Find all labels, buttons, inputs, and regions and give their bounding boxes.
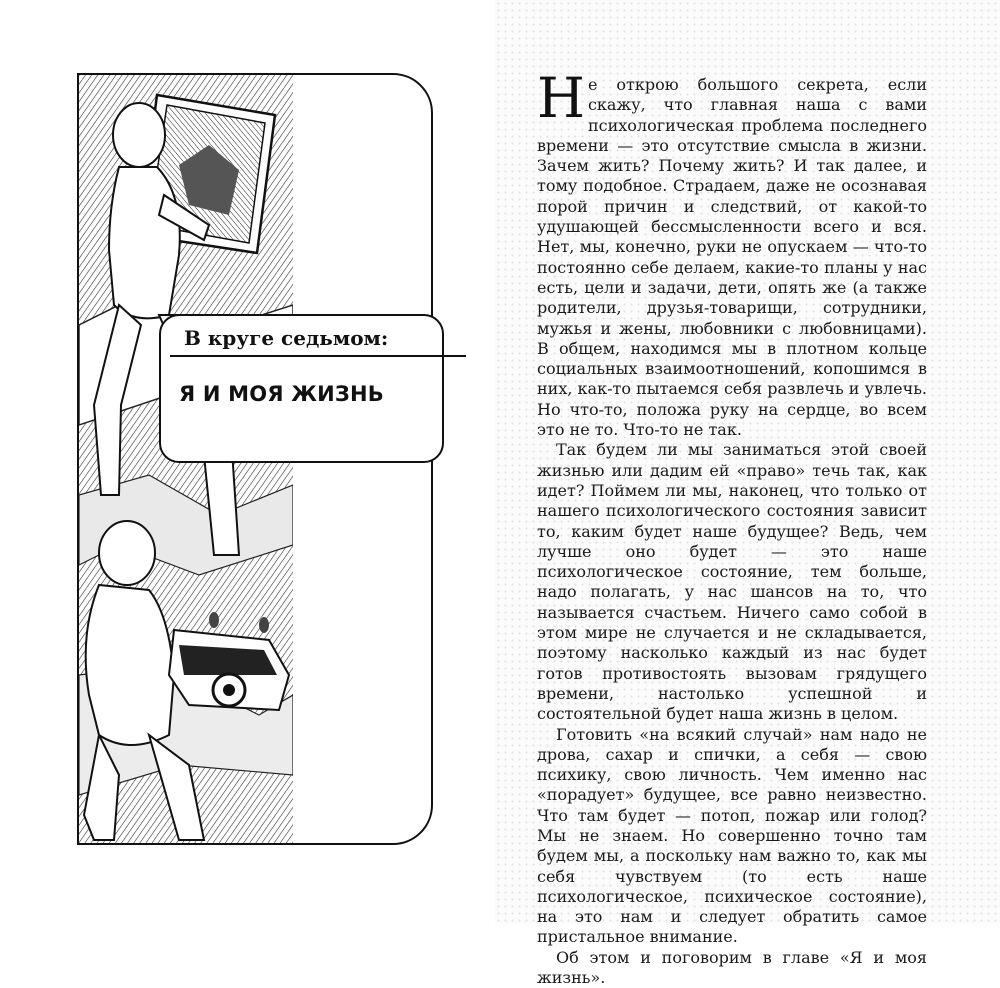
- left-page: [0, 0, 495, 923]
- paragraph-1-text: е открою большого секрета, если скажу, что главная наша с вами психологическая проблема последнего времени — это отсутствие смысла в жизни. Зачем жить? Почему жить? И так далее, и тому подобное. Страдаем, даже не осознавая порой причин и следствий, от какой-то удушающей бессмысленности всего и вся. Нет, мы, конечно, руки не опускаем — что-то постоянно себе делаем, какие-то планы у нас есть, цели и задачи, дети, опять же (а также родители, друзья-товарищи, сотрудники, мужья и жены, любовники с любовницами). В общем, находимся мы в плотном кольце социальных взаимоотношений, копошимся в них, как-то пытаемся себя развлечь и увлечь. Но что-то, положа руку на сердце, во всем это не то. Что-то не так.: [537, 75, 927, 440]
- paragraph-3: Готовить «на всякий случай» нам надо не дрова, сахар и спички, а себя — свою психику, свою личность. Чем именно нас «порадует» будущее, все равно неизвестно. Что там будет — потоп, пожар или голод? Мы не знаем. Но совершенно точно там будем мы, а поскольку нам важно то, как мы себя чувствуем (то есть наше психологическое, психическое состояние), на это нам и следует обратить самое пристальное внимание.: [537, 724, 927, 947]
- drop-cap: Н: [537, 66, 585, 130]
- chapter-title: Я И МОЯ ЖИЗНЬ: [179, 382, 384, 406]
- paragraph-4: Об этом и поговорим в главе «Я и моя жизнь».: [537, 947, 927, 988]
- paragraph-2: Так будем ли мы заниматься этой своей жизнью или дадим ей «право» течь так, как идет? Поймем ли мы, наконец, что только от нашего психологического состояния зависит то, каким будет наше будущее? Ведь, чем лучше оно будет — это наше психологическое состояние, тем больше, надо полагать, у нас шансов на то, что называется счастьем. Ничего само собой в этом мире не случается и не складывается, поэтому насколько каждый из нас будет готов противостоять вызовам грядущего времени, настолько успешной и состоятельной будет наша жизнь в целом.: [537, 440, 927, 724]
- title-divider: [170, 355, 466, 357]
- chapter-title-box: [159, 314, 444, 463]
- body-text: [537, 66, 927, 988]
- chapter-label: В круге седьмом:: [184, 326, 389, 350]
- paragraph-1: [537, 66, 927, 440]
